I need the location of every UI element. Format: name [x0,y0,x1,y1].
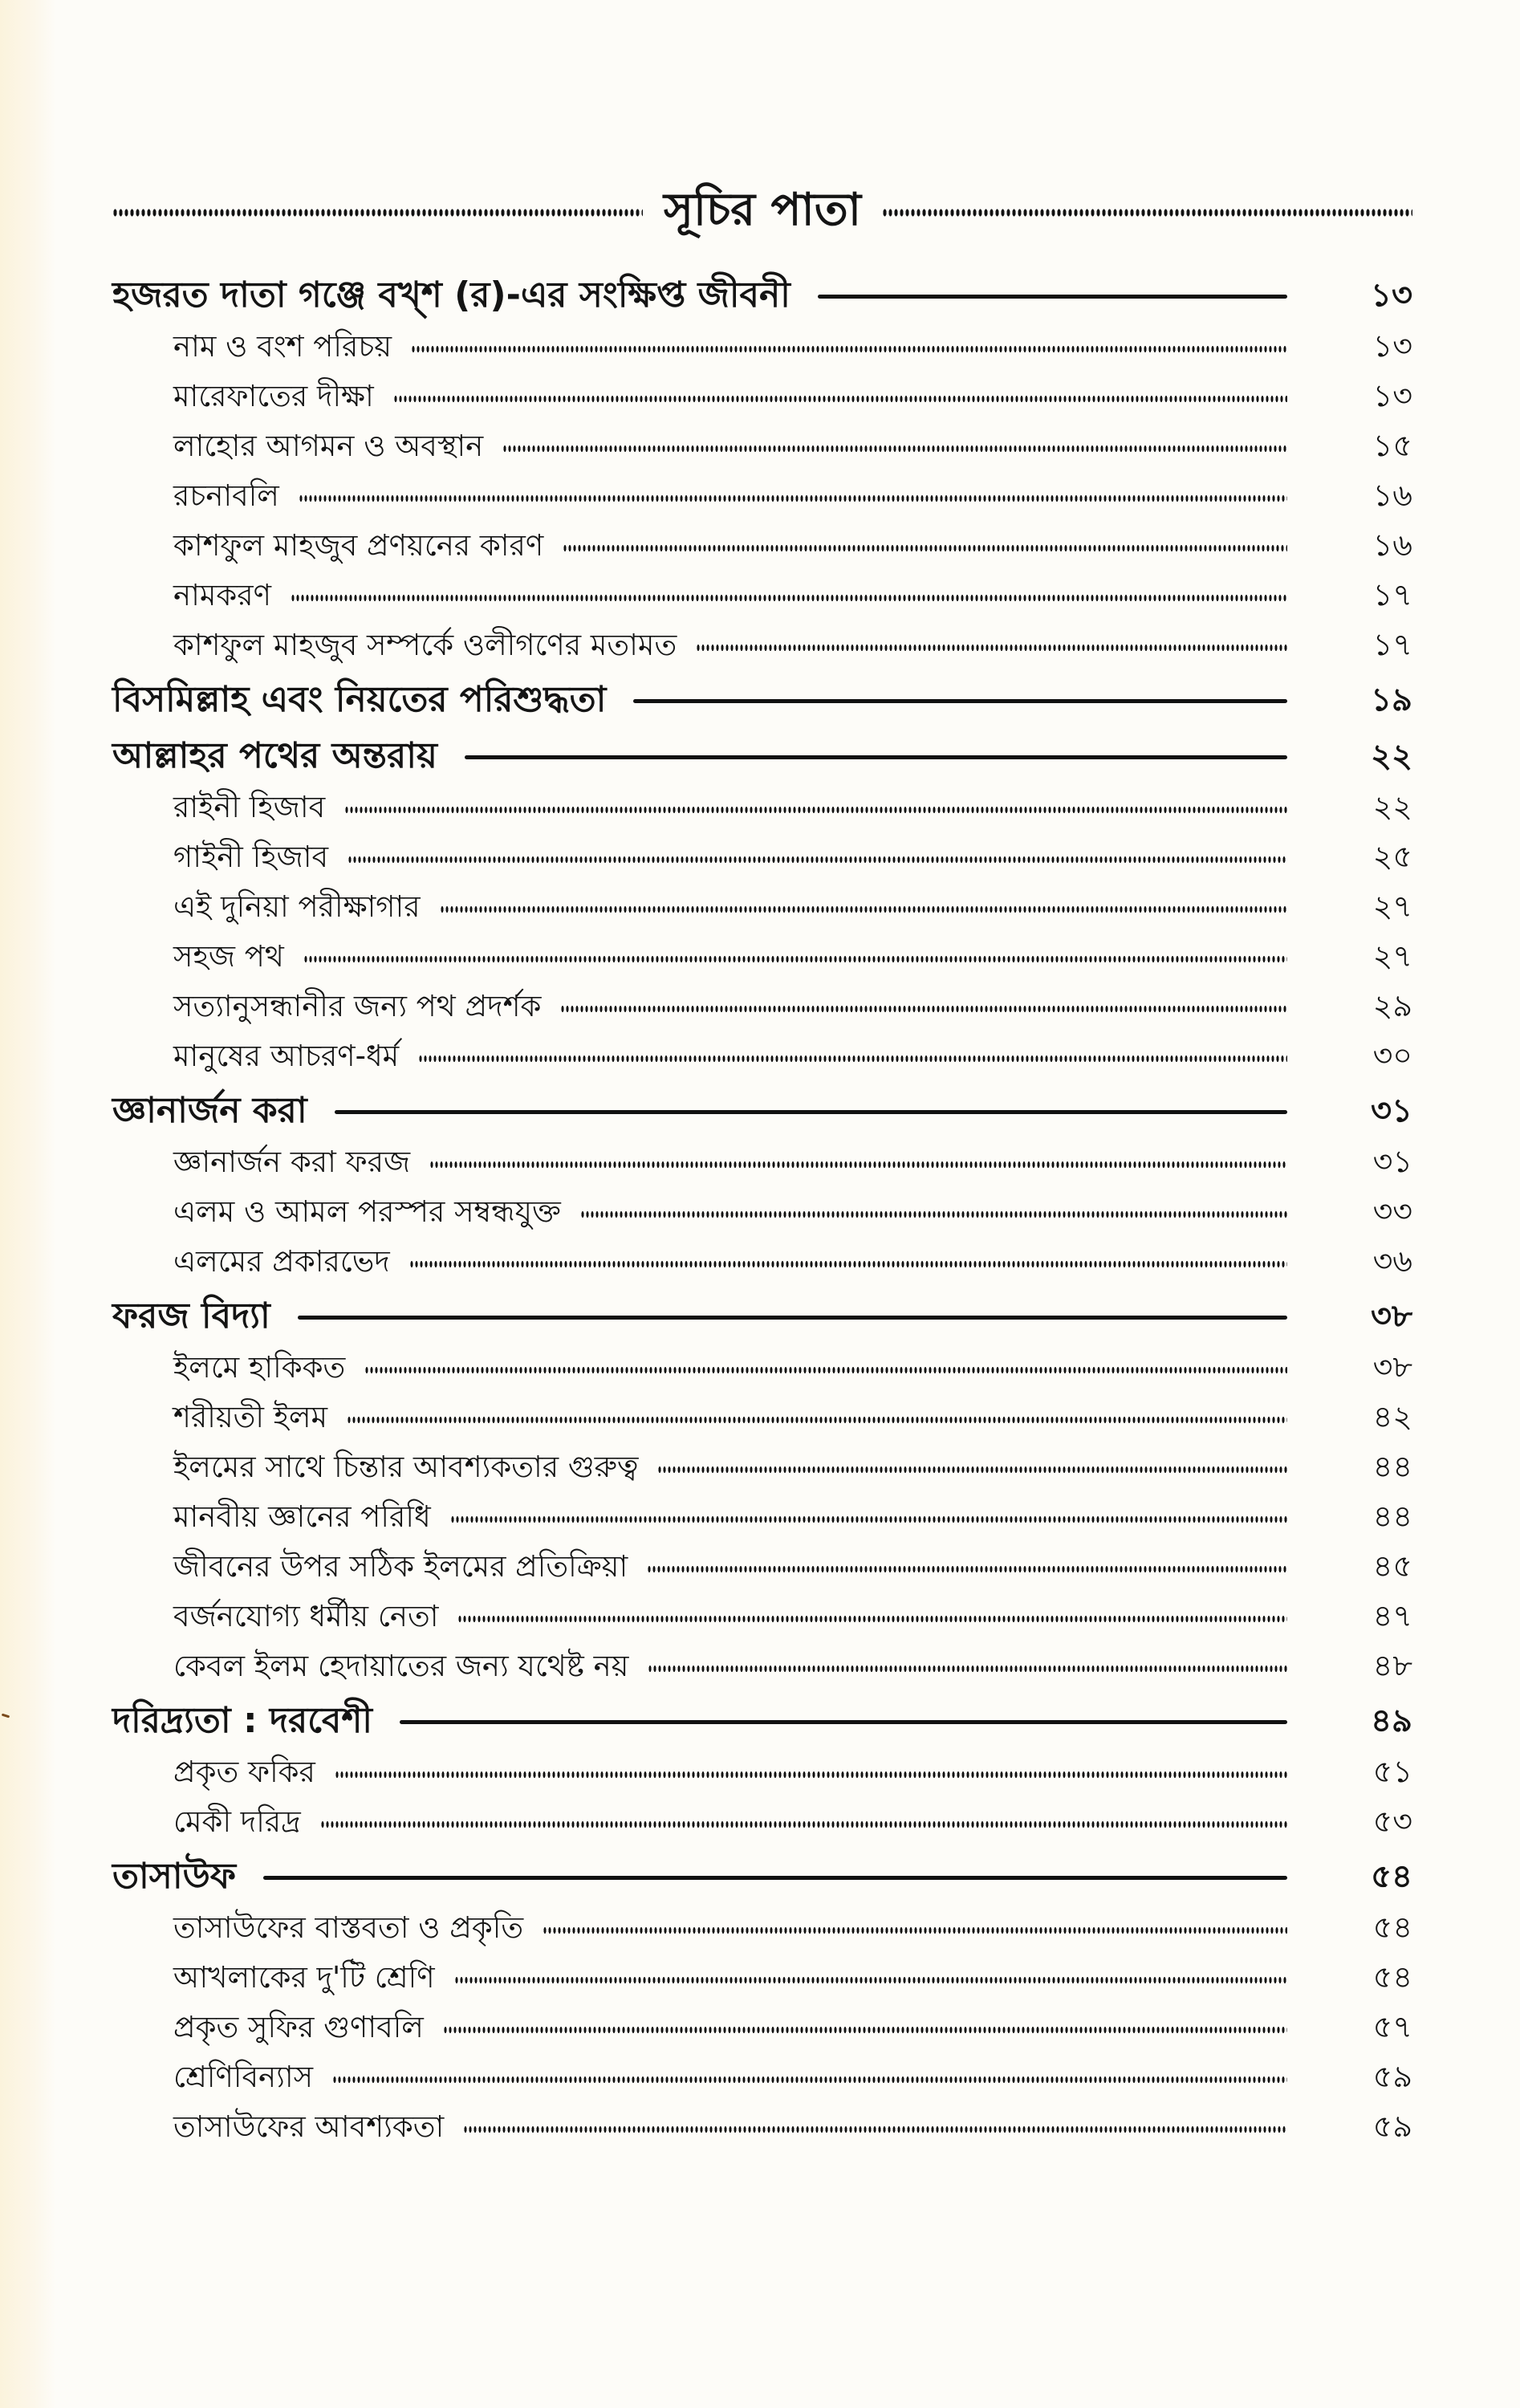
toc-section-entry[interactable] [112,1291,1412,1342]
dotted-leader-line [443,2026,1287,2034]
section-title: আল্লাহর পথের অন্তরায় [112,735,437,776]
subentry-page-number: ৩০ [1372,1038,1412,1073]
subentry-title: মেকী দরিদ্র [173,1804,301,1839]
subentry-title: ইলমের সাথে চিন্তার আবশ্যকতার গুরুত্ব [173,1449,639,1484]
toc-subentry[interactable] [112,620,1412,669]
solid-leader-line [263,1876,1287,1880]
solid-leader-line [818,295,1287,299]
subentry-page-number: ৪৪ [1372,1499,1412,1534]
dotted-leader-line [299,494,1287,502]
toc-section-entry[interactable] [112,674,1412,726]
subentry-page-number: ৫৪ [1372,1910,1412,1945]
paper-edge-shading [0,0,56,2408]
subentry-page-number: ২৫ [1372,839,1412,874]
dotted-leader-line [364,1366,1287,1374]
dotted-leader-line [580,1210,1287,1218]
title-dotted-rule-right [882,209,1412,217]
toc-subentry[interactable] [112,1491,1412,1541]
subentry-page-number: ৫১ [1372,1754,1412,1789]
toc-subentry[interactable] [112,1442,1412,1491]
dotted-leader-line [409,1260,1287,1268]
subentry-page-number: ২৭ [1372,889,1412,924]
subentry-title: সত্যানুসন্ধানীর জন্য পথ প্রদর্শক [173,988,542,1023]
subentry-page-number: ৫৭ [1372,2009,1412,2044]
subentry-title: মানুষের আচরণ-ধর্ম [173,1038,400,1073]
toc-subentry[interactable] [112,2002,1412,2052]
dotted-leader-line [418,1055,1287,1063]
toc-subentry[interactable] [112,1796,1412,1846]
toc-subentry[interactable] [112,881,1412,931]
solid-leader-line [465,755,1287,759]
toc-subentry[interactable] [112,570,1412,620]
section-page-number: ৩৮ [1371,1298,1412,1335]
dotted-leader-line [563,544,1287,552]
subentry-title: কাশফুল মাহজুব প্রণয়নের কারণ [173,527,544,563]
toc-subentry[interactable] [112,520,1412,570]
toc-title-row [112,178,1412,242]
subentry-page-number: ১৬ [1372,478,1412,513]
subentry-page-number: ৪৭ [1372,1598,1412,1633]
subentry-page-number: ৪৫ [1372,1548,1412,1584]
subentry-title: শরীয়তী ইলম [173,1399,328,1434]
subentry-page-number: ৩৬ [1372,1243,1412,1279]
subentry-page-number: ৫৪ [1372,1959,1412,1995]
subentry-page-number: ১৫ [1372,428,1412,463]
toc-subentry[interactable] [112,371,1412,421]
toc-subentry[interactable] [112,421,1412,470]
subentry-title: প্রকৃত ফকির [173,1754,315,1789]
toc-subentry[interactable] [112,1186,1412,1236]
toc-subentry[interactable] [112,832,1412,881]
section-title: তাসাউফ [112,1856,237,1897]
solid-leader-line [298,1316,1287,1320]
subentry-title: কেবল ইলম হেদায়াতের জন্য যথেষ্ট নয় [173,1648,629,1683]
dotted-leader-line [696,644,1287,652]
subentry-page-number: ৩৮ [1372,1349,1412,1385]
dotted-leader-line [543,1926,1287,1934]
subentry-title: তাসাউফের বাস্তবতা ও প্রকৃতি [173,1910,524,1945]
section-page-number: ৩১ [1371,1092,1412,1129]
subentry-title: বর্জনযোগ্য ধর্মীয় নেতা [173,1598,439,1633]
subentry-page-number: ১৬ [1372,527,1412,563]
toc-section-entry[interactable] [112,1085,1412,1137]
subentry-page-number: ৫৩ [1372,1804,1412,1839]
subentry-title: প্রকৃত সুফির গুণাবলি [173,2009,424,2044]
dotted-leader-line [347,856,1287,864]
dotted-leader-line [657,1466,1287,1474]
section-page-number: ১৩ [1371,277,1412,314]
section-page-number: ২২ [1370,738,1412,775]
toc-subentry[interactable] [112,1137,1412,1186]
section-title: হজরত দাতা গঞ্জে বখ্শ (র)-এর সংক্ষিপ্ত জীবনী [112,275,790,315]
section-title: বিসমিল্লাহ এবং নিয়তের পরিশুদ্ধতা [112,679,607,720]
dotted-leader-line [450,1515,1287,1523]
dotted-leader-line [648,1665,1287,1673]
subentry-title: জীবনের উপর সঠিক ইলমের প্রতিক্রিয়া [173,1548,628,1584]
toc-subentry[interactable] [112,321,1412,371]
subentry-title: তাসাউফের আবশ্যকতা [173,2109,445,2144]
toc-subentry[interactable] [112,1031,1412,1080]
section-page-number: ১৯ [1371,681,1412,718]
toc-subentry[interactable] [112,1641,1412,1690]
toc-subentry[interactable] [112,782,1412,832]
subentry-title: নাম ও বংশ পরিচয় [173,328,392,364]
subentry-page-number: ৪২ [1372,1399,1412,1434]
toc-title: সূচির পাতা [663,184,862,236]
solid-leader-line [400,1720,1287,1724]
dotted-leader-line [502,445,1287,453]
toc-section-entry[interactable] [112,270,1412,321]
dotted-leader-line [335,1771,1287,1779]
subentry-title: লাহোর আগমন ও অবস্থান [173,428,484,463]
subentry-title: আখলাকের দু'টি শ্রেণি [173,1959,435,1995]
subentry-title: সহজ পথ [173,938,284,974]
toc-subentry[interactable] [112,1747,1412,1796]
toc-subentry[interactable] [112,1902,1412,1952]
subentry-page-number: ৩১ [1372,1144,1412,1179]
toc-subentry[interactable] [112,1236,1412,1286]
toc-subentry[interactable] [112,1541,1412,1591]
toc-list [112,265,1412,2151]
section-page-number: ৪৯ [1371,1702,1412,1739]
subentry-page-number: ১৭ [1372,577,1412,612]
dotted-leader-line [303,955,1287,963]
dotted-leader-line [463,2125,1287,2133]
dotted-leader-line [332,2076,1287,2084]
dotted-leader-line [393,395,1287,403]
subentry-title: জ্ঞানার্জন করা ফরজ [173,1144,411,1179]
subentry-page-number: ২৭ [1372,938,1412,974]
subentry-title: রাইনী হিজাব [173,789,326,824]
subentry-title: এই দুনিয়া পরীক্ষাগার [173,889,421,924]
section-title: জ্ঞানার্জন করা [112,1090,307,1131]
solid-leader-line [335,1110,1287,1114]
subentry-title: শ্রেণিবিন্যাস [173,2059,314,2094]
dotted-leader-line [560,1005,1287,1013]
subentry-page-number: ৫৯ [1372,2109,1412,2144]
toc-subentry[interactable] [112,1392,1412,1442]
subentry-title: মারেফাতের দীক্ষা [173,378,374,413]
subentry-title: কাশফুল মাহজুব সম্পর্কে ওলীগণের মতামত [173,627,677,662]
toc-subentry[interactable] [112,931,1412,981]
subentry-page-number: ১৩ [1372,328,1412,364]
toc-section-entry[interactable] [112,730,1412,782]
subentry-title: রচনাবলি [173,478,279,513]
dotted-leader-line [344,806,1287,814]
subentry-page-number: ১৩ [1372,378,1412,413]
toc-subentry[interactable] [112,1952,1412,2002]
dotted-leader-line [457,1615,1287,1623]
subentry-title: গাইনী হিজাব [173,839,329,874]
dotted-leader-line [647,1565,1287,1573]
subentry-page-number: ২২ [1372,789,1412,824]
toc-subentry[interactable] [112,1591,1412,1641]
toc-section-entry[interactable] [112,1695,1412,1747]
subentry-title: এলমের প্রকারভেদ [173,1243,390,1279]
toc-subentry[interactable] [112,981,1412,1031]
toc-subentry[interactable] [112,2052,1412,2101]
toc-subentry[interactable] [112,2101,1412,2151]
solid-leader-line [633,699,1287,703]
dotted-leader-line [411,345,1287,353]
dotted-leader-line [347,1416,1287,1424]
dotted-leader-line [454,1976,1287,1984]
subentry-title: এলম ও আমল পরস্পর সম্বন্ধযুক্ত [173,1194,561,1229]
section-title: দরিদ্র্যতা : দরবেশী [112,1700,373,1741]
subentry-page-number: ২৯ [1372,988,1412,1023]
subentry-title: ইলমে হাকিকত [173,1349,346,1385]
toc-subentry[interactable] [112,470,1412,520]
dotted-leader-line [429,1161,1287,1169]
dotted-leader-line [291,594,1287,602]
subentry-title: মানবীয় জ্ঞানের পরিধি [173,1499,431,1534]
title-dotted-rule-left [112,209,643,217]
dotted-leader-line [440,905,1287,913]
subentry-page-number: ৪৮ [1372,1648,1412,1683]
section-title: ফরজ বিদ্যা [112,1296,270,1336]
dotted-leader-line [320,1820,1287,1828]
subentry-page-number: ৪৪ [1372,1449,1412,1484]
subentry-title: নামকরণ [173,577,271,612]
subentry-page-number: ৩৩ [1372,1194,1412,1229]
toc-section-entry[interactable] [112,1851,1412,1902]
subentry-page-number: ৫৯ [1372,2059,1412,2094]
subentry-page-number: ১৭ [1372,627,1412,662]
toc-subentry[interactable] [112,1342,1412,1392]
section-page-number: ৫৪ [1371,1858,1412,1895]
